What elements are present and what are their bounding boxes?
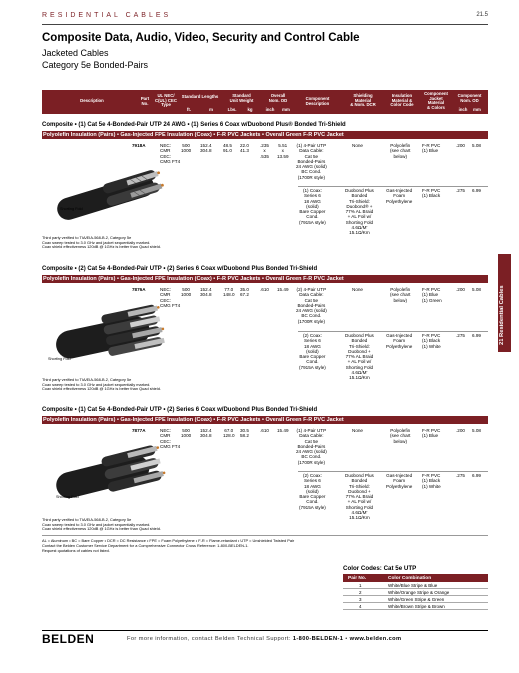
part-number: 7877A [132, 428, 146, 433]
table-row [343, 596, 488, 603]
shielding: Duobond Plus Bonded Tri-Shield: Duobond + 77% AL Braid + AL Foil w/ Shorting Fold 4.6Ω/M' 15.1Ω/Km [345, 333, 374, 381]
section-2-title: Composite • (2) Cat 5e 4-Bonded-Pair UTP • (2) Series 6 Coax w/Duobond Plus Bonded Tri-Shield [42, 266, 318, 272]
comp-od-inch: .275 [456, 473, 465, 478]
table-row [343, 589, 488, 596]
od-mm: 5.51 x 13.59 [277, 143, 289, 159]
od-mm: 15.49 [277, 428, 289, 433]
section-1-title: Composite • (1) Cat 5e 4-Bonded-Pair UTP 24 AWG • (1) Series 6 Coax w/Duobond Plus® Bonded Tri-Shield [42, 122, 346, 128]
th-overall: Overall Nom. OD [268, 93, 288, 103]
color-codes-header [343, 574, 488, 582]
table-bottom-rule [42, 535, 488, 536]
th-insulation: Insulation Material & Color Code [390, 93, 414, 108]
insulation: Gas-Injected Foam Polyethylene [386, 188, 413, 204]
th-std-len: Standard Lengths [181, 94, 219, 99]
component-jacket: F-R PVC (1) Blue [422, 428, 441, 439]
section-3-bar: Polyolefin Insulation (Pairs) • Gas-Injected FPE Insulation (Coax) • F-R PVC Jackets • Overall Green F-R PVC Jacket [42, 416, 488, 424]
cc-pair-no: 4 [359, 604, 362, 609]
th-m: m [209, 107, 213, 112]
od-inch: .235 x .535 [260, 143, 269, 159]
comp-od-inch: .200 [456, 428, 465, 433]
weight-kg: 35.0 67.2 [240, 287, 249, 298]
part-number: 7918A [132, 143, 146, 148]
th-ul: UL NEC/ C(UL) CEC Type [155, 93, 177, 108]
abbreviation-legend: AL = Aluminum • BC = Bare Copper • DCR = DC Resistance • FPE = Foam Polyethylene • F-R = Flame-retardant • UTP = Unshielded Twisted Pair Contact the Belden Customer Service Department for a Comprehensive Connector Cross Reference: 1-800-BELDEN-1. Request quotations of cables not listed. [42, 538, 295, 553]
component-jacket: F-R PVC (1) Black [422, 188, 441, 199]
table-row [343, 582, 488, 589]
row-divider [298, 186, 488, 187]
footer-phone[interactable]: 1-800-BELDEN-1 [292, 636, 344, 642]
section-3-title: Composite • (1) Cat 5e 4-Bonded-Pair UTP • (2) Series 6 Coax w/Duobond Plus Bonded Tri-Shield [42, 407, 318, 413]
th-comp-mm: mm [473, 107, 481, 112]
cc-pair-no: 3 [359, 597, 362, 602]
th-inch: inch [265, 107, 275, 112]
insulation: Polyolefin (see chart below) [390, 287, 411, 303]
shielding: Duobond Plus Bonded Tri-Shield: Duobond® + 77% AL Braid + AL Foil w/ Shorting Fold 4.6Ω/M' 15.1Ω/Km [345, 188, 374, 236]
th-std-unit: Standard Unit Weight [229, 93, 254, 103]
side-tab-label: 21 Residential Cables [499, 285, 505, 345]
cable-image-7918A [50, 165, 170, 225]
shielding: None [352, 428, 363, 433]
shielding: None [352, 287, 363, 292]
comp-od-inch: .275 [456, 188, 465, 193]
part-number: 7876A [132, 287, 146, 292]
shorting-fold-label: Shorting Fold [60, 207, 83, 211]
ul-type: NEC: CMR CEC: CMG FT4 [160, 428, 181, 449]
weight-kg: 22.0 41.3 [240, 143, 249, 154]
comp-od-mm: 5.08 [472, 287, 481, 292]
shielding: None [352, 143, 363, 148]
footer-rule [42, 630, 488, 631]
section-1-bar: Polyolefin Insulation (Pairs) • Gas-Injected FPE Insulation (Coax) • F-R PVC Jackets • Overall Green F-R PVC Jacket [42, 131, 488, 139]
comp-od-mm: 6.99 [472, 333, 481, 338]
page-header [42, 12, 488, 28]
cc-color: White/Green Stripe & Green [388, 597, 445, 602]
component-desc: (1) Coax: Series 6 18 AWG (solid) Bare Copper Cond. (7915A style) [299, 188, 326, 225]
comp-od-inch: .200 [456, 143, 465, 148]
weight-lbs: 77.0 148.0 [223, 287, 235, 298]
shielding: Duobond Plus Bonded Tri-Shield: Duobond + 77% AL Braid + AL Foil w/ Shorting Fold 4.6Ω/M' 15.1Ω/Km [345, 473, 374, 521]
cc-color: White/Orange Stripe & Orange [388, 590, 450, 595]
th-lbs: Lbs. [227, 107, 237, 112]
comp-od-mm: 6.99 [472, 473, 481, 478]
length-m: 152.4 304.8 [200, 143, 212, 154]
th-comp-desc: Component Description [305, 96, 330, 106]
length-ft: 500 1000 [181, 287, 192, 298]
component-desc: (1) 4-Pair UTP Data Cable: Cat 5e Bonded-Pairs 24 AWG (solid) BC Cond. (1700R style) [296, 143, 327, 180]
page-number: 21.5 [476, 12, 488, 18]
component-desc: (2) Coax: Series 6 18 AWG (solid) Bare Copper Cond. (7915A style) [299, 473, 326, 510]
cable-image-7877A [50, 440, 170, 510]
weight-lbs: 48.5 91.0 [223, 143, 232, 154]
row-divider [298, 471, 488, 472]
subtitle-category: Category 5e Bonded-Pairs [42, 60, 149, 70]
cc-pair-no: 1 [359, 583, 362, 588]
insulation: Polyolefin (see chart below) [390, 428, 411, 444]
subtitle-jacketed: Jacketed Cables [42, 48, 109, 58]
page-title: Composite Data, Audio, Video, Security and Control Cable [42, 32, 360, 44]
color-codes-title: Color Codes: Cat 5e UTP [343, 565, 417, 572]
section-notes: Third party verified to TIA/EIA-568-B.2, Category 5e Coax sweep tested to 3.0 GHz and jacket sequentially marked. Coax shield effectiveness 120dB @ 1GHz is better than Quad shield. [42, 377, 161, 392]
od-inch: .610 [260, 287, 269, 292]
cc-color: White/Blue Stripe & Blue [388, 583, 438, 588]
comp-od-inch: .275 [456, 333, 465, 338]
length-m: 152.4 304.8 [200, 428, 212, 439]
row-divider [298, 331, 488, 332]
length-ft: 500 1000 [181, 143, 192, 154]
belden-logo: BELDEN [42, 632, 95, 646]
section-notes: Third party verified to TIA/EIA-568-B.2, Category 5e Coax sweep tested to 3.0 GHz and jacket sequentially marked. Coax shield effectiveness 120dB @ 1GHz is better than Quad shield. [42, 517, 161, 532]
th-comp-od: Component Nom. OD [457, 93, 482, 103]
cc-col-pair: Pair No. [348, 575, 367, 581]
footer-separator: • [343, 636, 350, 642]
cc-color: White/Brown Stripe & Brown [388, 604, 445, 609]
ul-type: NEC: CMR CEC: CMG FT4 [160, 287, 181, 308]
header-rule [42, 24, 488, 25]
comp-od-mm: 6.99 [472, 188, 481, 193]
weight-lbs: 67.0 128.0 [223, 428, 235, 439]
weight-kg: 30.5 58.2 [240, 428, 249, 439]
section-notes: Third party verified to TIA/EIA-568-B.2, Category 5e Coax sweep tested to 3.0 GHz and jacket sequentially marked. Coax shield effectiveness 120dB @ 1GHz is better than Quad shield. [42, 235, 161, 250]
insulation: Gas-Injected Foam Polyethylene [386, 473, 413, 489]
comp-od-mm: 5.08 [472, 428, 481, 433]
footer-website-link[interactable]: www.belden.com [349, 636, 402, 642]
component-desc: (2) Coax: Series 6 18 AWG (solid) Bare Copper Cond. (7915A style) [299, 333, 326, 370]
th-comp-inch: inch [458, 107, 468, 112]
footer-contact [127, 636, 402, 642]
comp-od-mm: 5.08 [472, 143, 481, 148]
od-mm: 15.49 [277, 287, 289, 292]
component-jacket: F-R PVC (1) Black (1) White [422, 473, 441, 489]
od-inch: .610 [260, 428, 269, 433]
length-m: 152.4 304.8 [200, 287, 212, 298]
ul-type: NEC: CMR CEC: CMG FT4 [160, 143, 181, 164]
length-ft: 500 1000 [181, 428, 192, 439]
th-description: Description [80, 98, 104, 103]
shorting-fold-label: Shorting Fold [48, 357, 71, 361]
table-row [343, 603, 488, 610]
th-kg: kg [247, 107, 253, 112]
footer-text: For more information, contact Belden Technical Support: [127, 636, 293, 642]
component-jacket: F-R PVC (1) Black (1) White [422, 333, 441, 349]
component-jacket: F-R PVC (1) Blue [422, 143, 441, 154]
cc-pair-no: 2 [359, 590, 362, 595]
cc-col-color: Color Combination [388, 575, 432, 581]
th-comp-jacket: Component Jacket Material & Colors [424, 91, 448, 111]
comp-od-inch: .200 [456, 287, 465, 292]
section-2-bar: Polyolefin Insulation (Pairs) • Gas-Injected FPE Insulation (Coax) • F-R PVC Jackets • Overall Green F-R PVC Jacket [42, 275, 488, 283]
th-shielding: Shielding Material & Nom. DCR [350, 93, 376, 108]
component-desc: (1) 4-Pair UTP Data Cable: Cat 5e Bonded-Pairs 24 AWG (solid) BC Cond. (1700R style) [296, 428, 327, 465]
section-title: RESIDENTIAL CABLES [42, 12, 172, 19]
insulation: Polyolefin (see chart below) [390, 143, 411, 159]
insulation: Gas-Injected Foam Polyethylene [386, 333, 413, 349]
th-part: Part No. [140, 96, 150, 106]
component-jacket: F-R PVC (1) Blue (1) Green [422, 287, 442, 303]
shorting-fold-label: Shorting Fold [56, 495, 79, 499]
table-header [42, 90, 488, 114]
component-desc: (2) 4-Pair UTP Data Cable: Cat 5e Bonded-Pairs 24 AWG (solid) BC Cond. (1700R style) [296, 287, 327, 324]
th-mm: mm [282, 107, 290, 112]
th-ft: ft. [186, 107, 192, 112]
